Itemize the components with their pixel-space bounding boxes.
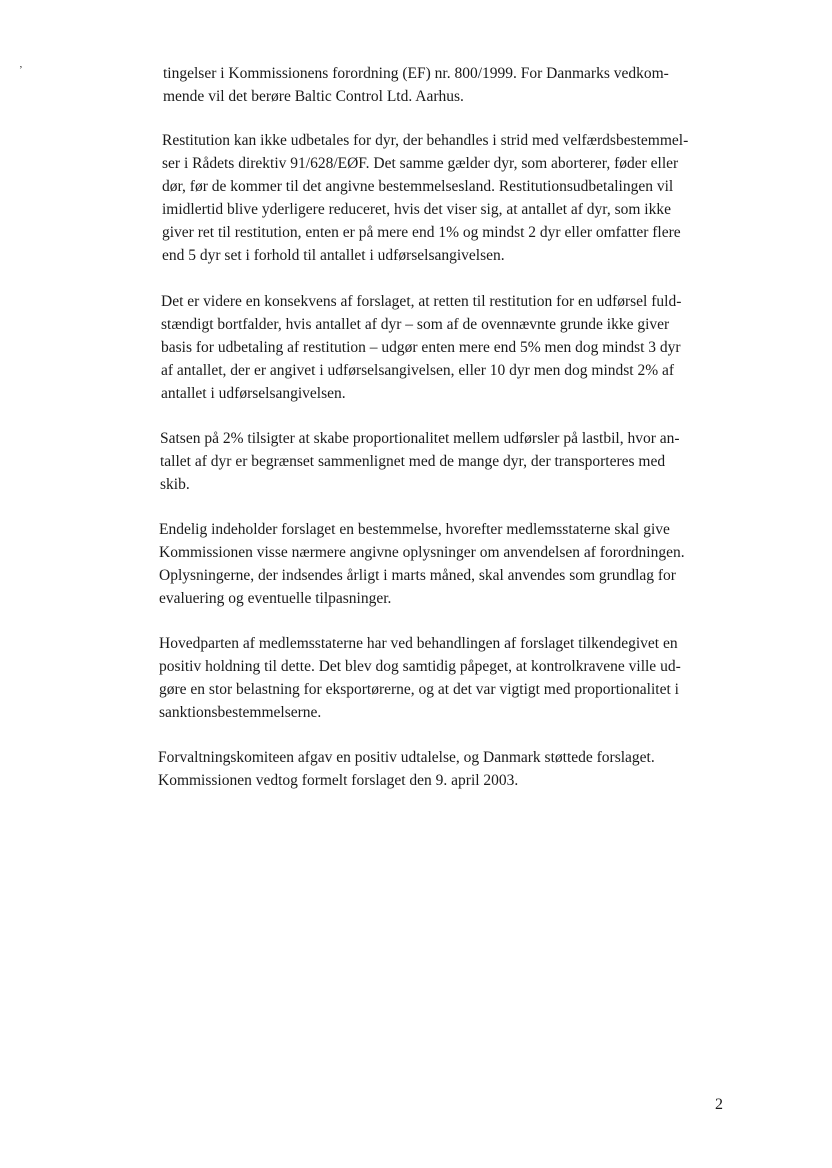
paragraph-3 [161, 290, 681, 405]
text-line: tallet af dyr er begrænset sammenlignet med de mange dyr, der transporteres med [160, 453, 666, 470]
text-line: Restitution kan ikke udbetales for dyr, der behandles i strid med velfærdsbestemmel- [162, 132, 689, 149]
text-line: sanktionsbestemmelserne. [159, 704, 322, 721]
text-line: skib. [160, 476, 190, 493]
text-line: stændigt bortfalder, hvis antallet af dyr – som af de ovennævnte grunde ikke giver [161, 316, 670, 333]
text-line: gøre en stor belastning for eksportørerne, og at det var vigtigt med proportionalitet i [159, 681, 679, 698]
text-line: Hovedparten af medlemsstaterne har ved behandlingen af forslaget tilkendegivet en [159, 635, 678, 652]
text-line: positiv holdning til dette. Det blev dog samtidig påpeget, at kontrolkravene ville ud- [159, 658, 681, 675]
text-line: giver ret til restitution, enten er på mere end 1% og mindst 2 dyr eller omfatter flere [162, 224, 681, 241]
paragraph-1 [163, 62, 669, 108]
paragraph-6 [159, 632, 681, 724]
text-line: Forvaltningskomiteen afgav en positiv udtalelse, og Danmark støttede forslaget. [158, 749, 655, 766]
text-line: Oplysningerne, der indsendes årligt i marts måned, skal anvendes som grundlag for [159, 567, 676, 584]
paragraph-5 [159, 518, 685, 610]
text-line: mende vil det berøre Baltic Control Ltd. Aarhus. [163, 88, 464, 105]
paragraph-4 [160, 427, 680, 496]
paragraph-2 [162, 129, 688, 267]
text-line: Satsen på 2% tilsigter at skabe proportionalitet mellem udførsler på lastbil, hvor an- [160, 430, 680, 447]
text-line: Kommissionen vedtog formelt forslaget den 9. april 2003. [158, 772, 519, 789]
text-line: tingelser i Kommissionens forordning (EF) nr. 800/1999. For Danmarks vedkom- [163, 65, 669, 82]
text-line: end 5 dyr set i forhold til antallet i udførselsangivelsen. [162, 247, 505, 264]
text-line: Det er videre en konsekvens af forslaget, at retten til restitution for en udførsel fuld- [161, 293, 682, 310]
text-line: Endelig indeholder forslaget en bestemmelse, hvorefter medlemsstaterne skal give [159, 521, 670, 538]
page-number: 2 [715, 1096, 723, 1113]
text-line: imidlertid blive yderligere reduceret, hvis det viser sig, at antallet af dyr, som ikke [162, 201, 671, 218]
text-line: dør, før de kommer til det angivne bestemmelsesland. Restitutionsudbetalingen vil [162, 178, 674, 195]
text-line: ser i Rådets direktiv 91/628/EØF. Det samme gælder dyr, som aborterer, føder eller [162, 155, 679, 172]
text-line: evaluering og eventuelle tilpasninger. [159, 590, 392, 607]
margin-mark: ʼ [19, 64, 23, 76]
text-line: af antallet, der er angivet i udførselsangivelsen, eller 10 dyr men dog mindst 2% af [161, 362, 675, 379]
text-line: Kommissionen visse nærmere angivne oplysninger om anvendelsen af forordningen. [159, 544, 685, 561]
text-line: antallet i udførselsangivelsen. [161, 385, 346, 402]
text-line: basis for udbetaling af restitution – udgør enten mere end 5% men dog mindst 3 dyr [161, 339, 681, 356]
paragraph-7 [158, 746, 655, 792]
